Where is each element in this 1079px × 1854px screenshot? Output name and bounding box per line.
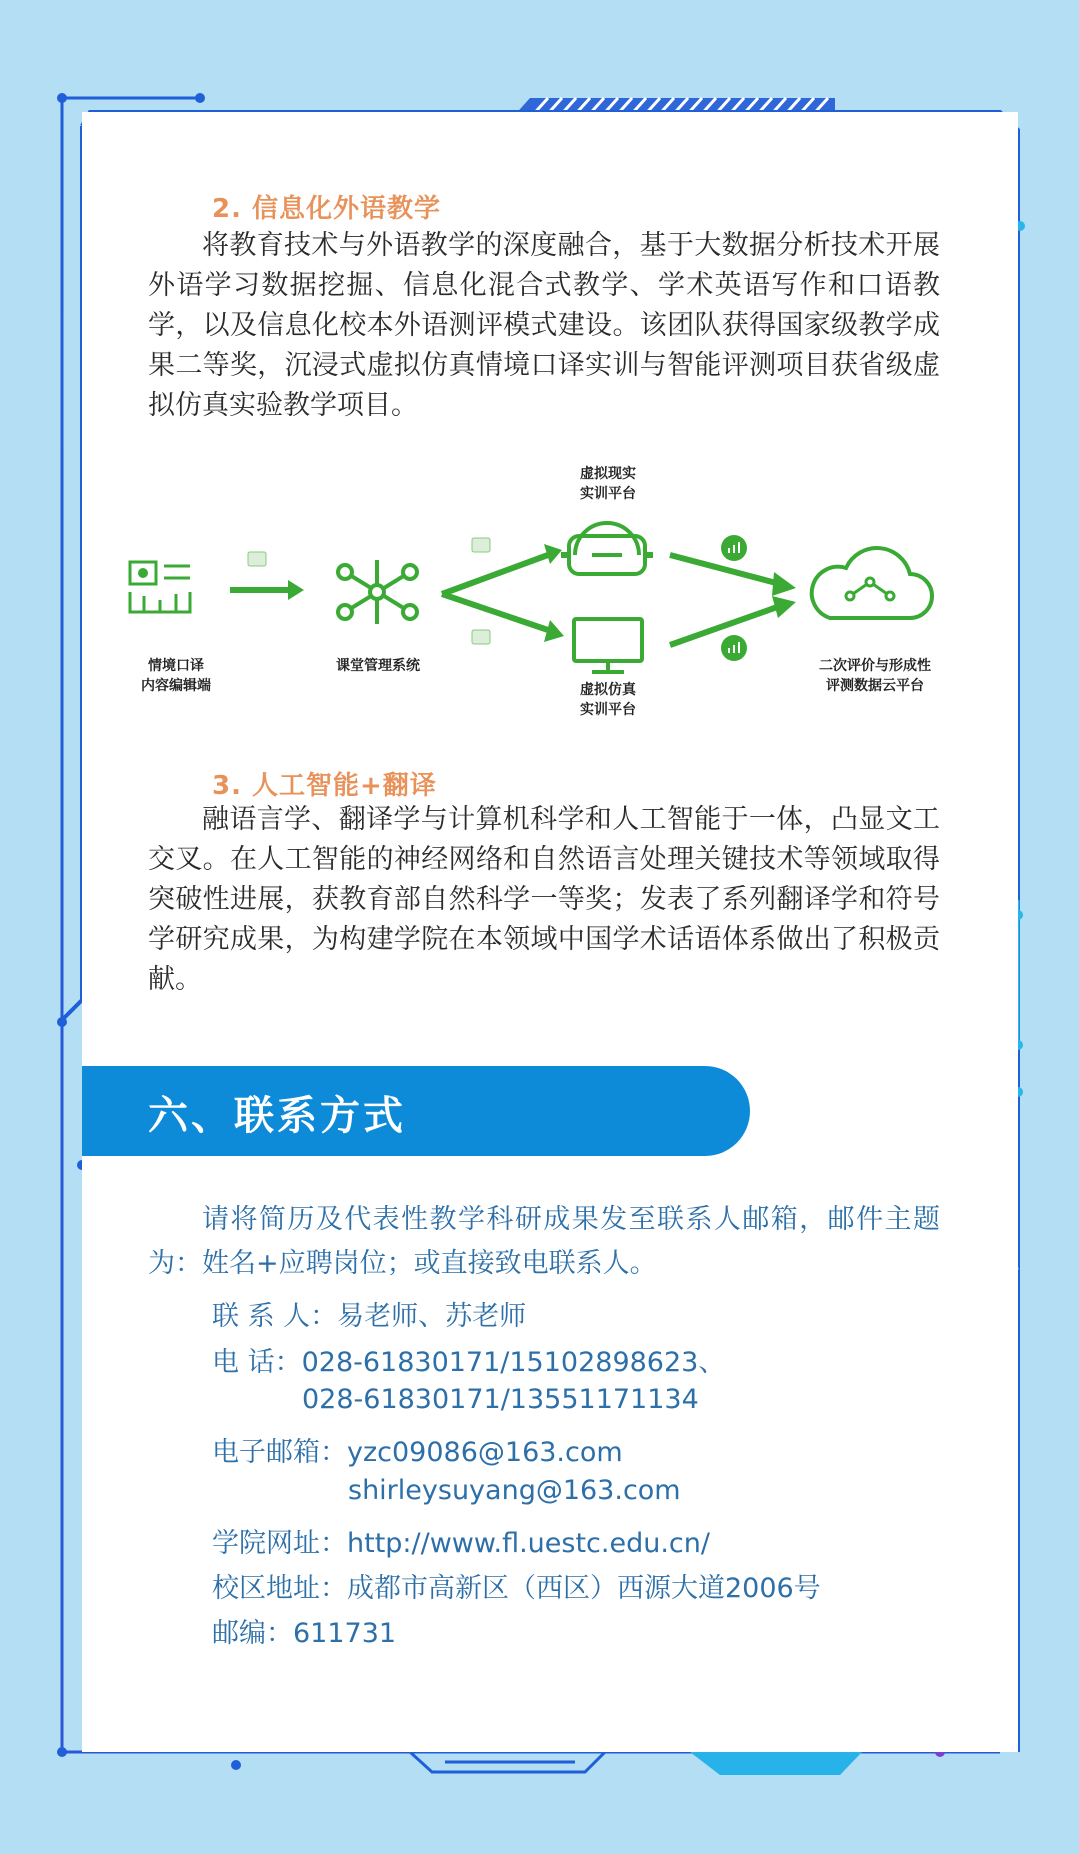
contact-phone-2: 028-61830171/13551171134	[302, 1384, 699, 1415]
contact-address: 校区地址：成都市高新区（西区）西源大道2006号	[212, 1573, 821, 1604]
contact-postcode: 邮编：611731	[212, 1618, 397, 1649]
cloud-icon	[812, 548, 932, 618]
editor-icon	[130, 562, 190, 612]
node-label-sim-platform: 虚拟仿真 实训平台	[580, 682, 636, 718]
flow-arrows	[230, 544, 796, 645]
contact-section-title: 六、联系方式	[148, 1093, 406, 1139]
vr-headset-icon	[561, 523, 653, 574]
node-label-vr-platform: 虚拟现实 实训平台	[580, 466, 636, 502]
section-3-body: 融语言学、翻译学与计算机科学和人工智能于一体，凸显文工交叉。在人工智能的神经网络和自然语言处理关键技术等领域取得突破性进展，获教育部自然科学一等奖；发表了系列翻译学和符号学研究成果，为构建学院在本领域中国学术话语体系做出了积极贡献。	[148, 804, 940, 995]
platform-flow-diagram	[120, 460, 960, 730]
section-2-heading: 2. 信息化外语教学	[212, 194, 442, 224]
contact-person: 联 系 人：易老师、苏老师	[212, 1301, 527, 1332]
section-2-body: 将教育技术与外语教学的深度融合，基于大数据分析技术开展外语学习数据挖掘、信息化混合式教学、学术英语写作和口语教学，以及信息化校本外语测评模式建设。该团队获得国家级教学成果二等奖，沉浸式虚拟仿真情境口译实训与智能评测项目获省级虚拟仿真实验教学项目。	[148, 230, 940, 421]
node-label-editor: 情境口译 内容编辑端	[141, 658, 211, 694]
contact-intro: 请将简历及代表性教学科研成果发至联系人邮箱，邮件主题为：姓名+应聘岗位；或直接致电联系人。	[148, 1204, 940, 1279]
section-3-heading: 3. 人工智能+翻译	[212, 771, 437, 801]
contact-website[interactable]: 学院网址：http://www.fl.uestc.edu.cn/	[212, 1528, 710, 1559]
node-label-classroom: 课堂管理系统	[336, 658, 420, 674]
network-icon	[338, 560, 417, 624]
contact-section-bar	[82, 1066, 750, 1156]
monitor-icon	[574, 619, 642, 672]
node-label-cloud-platform: 二次评价与形成性 评测数据云平台	[819, 658, 931, 694]
contact-email-2[interactable]: shirleysuyang@163.com	[348, 1475, 681, 1506]
contact-phone-1: 电 话：028-61830171/15102898623、	[212, 1347, 726, 1378]
contact-email-1[interactable]: 电子邮箱：yzc09086@163.com	[212, 1437, 623, 1468]
